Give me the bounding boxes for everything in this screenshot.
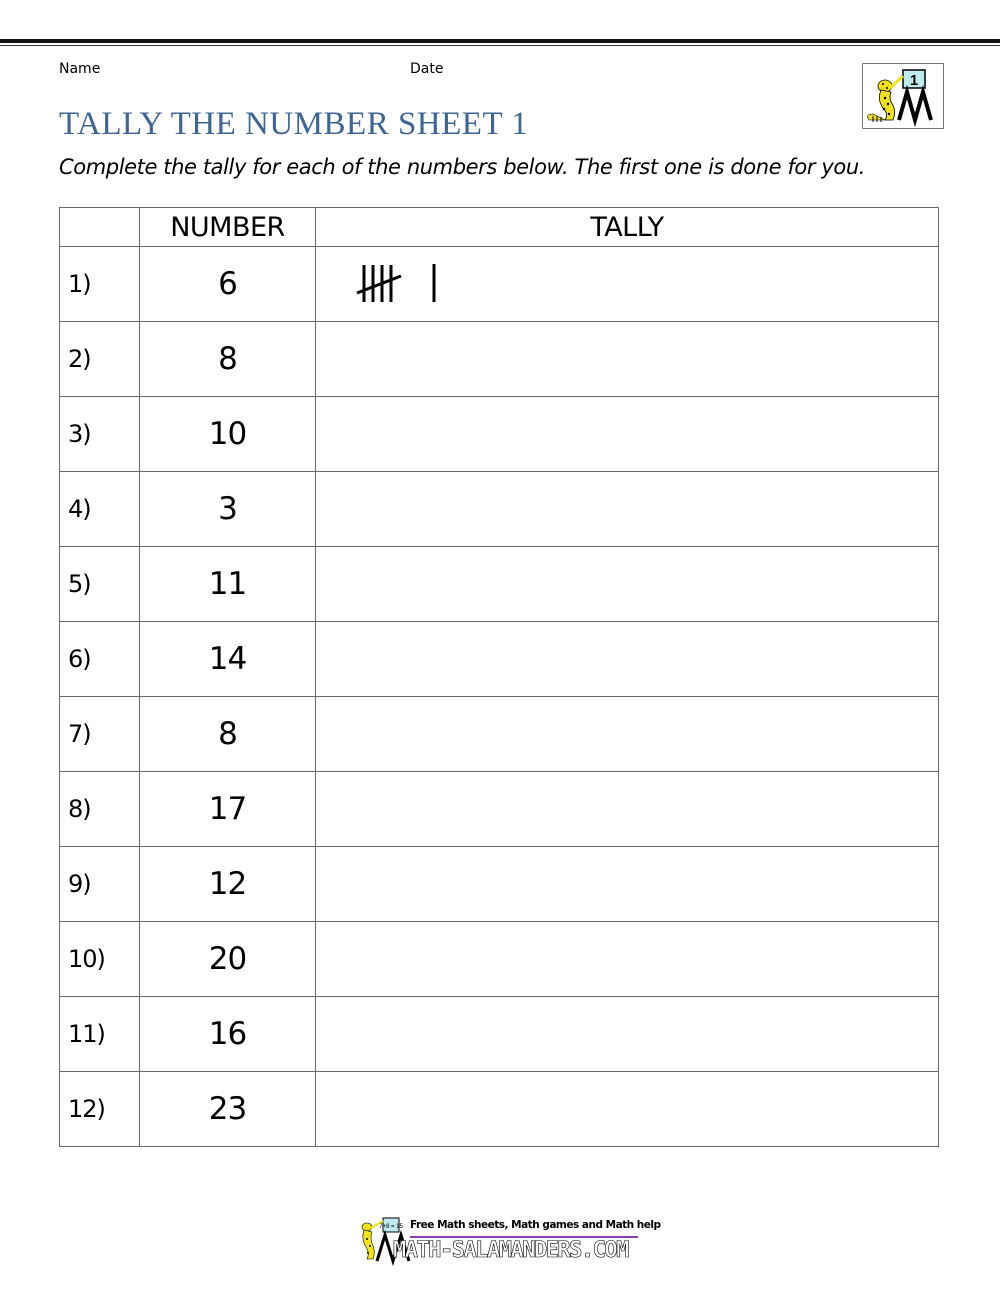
table-row — [60, 622, 939, 697]
footer-site-link[interactable]: MATH-SALAMANDERS.COM — [393, 1238, 628, 1263]
top-rule — [0, 39, 1000, 43]
tally-cell[interactable] — [316, 322, 939, 397]
table-row — [60, 547, 939, 622]
table-row — [60, 697, 939, 772]
row-index: 7) — [60, 697, 140, 772]
row-number: 12 — [140, 847, 316, 922]
table-row — [60, 1072, 939, 1147]
row-index: 1) — [60, 247, 140, 322]
page-title: TALLY THE NUMBER SHEET 1 — [59, 106, 529, 142]
row-number: 8 — [140, 322, 316, 397]
tally-cell[interactable] — [316, 1072, 939, 1147]
row-number: 3 — [140, 472, 316, 547]
column-header-index — [60, 208, 140, 247]
row-number: 6 — [140, 247, 316, 322]
table-row — [60, 922, 939, 997]
tally-cell[interactable] — [316, 847, 939, 922]
row-number: 10 — [140, 397, 316, 472]
svg-text:7+8 = 15: 7+8 = 15 — [379, 1224, 403, 1230]
salamander-logo — [862, 63, 944, 129]
row-number: 20 — [140, 922, 316, 997]
tally-cell[interactable] — [316, 547, 939, 622]
row-index: 2) — [60, 322, 140, 397]
tally-cell[interactable] — [316, 247, 939, 322]
row-index: 4) — [60, 472, 140, 547]
row-number: 16 — [140, 997, 316, 1072]
footer-tagline: Free Math sheets, Math games and Math help — [410, 1219, 661, 1231]
table-row — [60, 247, 939, 322]
table-row — [60, 397, 939, 472]
row-number: 17 — [140, 772, 316, 847]
date-label: Date — [410, 61, 444, 77]
row-index: 12) — [60, 1072, 140, 1147]
tally-cell[interactable] — [316, 772, 939, 847]
salamander-easel-icon — [863, 64, 943, 128]
tally-cell[interactable] — [316, 472, 939, 547]
table-row — [60, 772, 939, 847]
instructions: Complete the tally for each of the numbers below. The first one is done for you. — [59, 155, 866, 179]
row-index: 3) — [60, 397, 140, 472]
column-header-tally: TALLY — [316, 208, 939, 247]
row-index: 5) — [60, 547, 140, 622]
row-index: 9) — [60, 847, 140, 922]
table-row — [60, 322, 939, 397]
row-number: 11 — [140, 547, 316, 622]
row-index: 6) — [60, 622, 140, 697]
table-row — [60, 472, 939, 547]
column-header-number: NUMBER — [140, 208, 316, 247]
row-index: 8) — [60, 772, 140, 847]
tally-cell[interactable] — [316, 622, 939, 697]
name-label: Name — [59, 61, 101, 77]
row-index: 10) — [60, 922, 140, 997]
footer-logo[interactable] — [355, 1215, 661, 1267]
tally-cell[interactable] — [316, 922, 939, 997]
svg-text:1: 1 — [909, 72, 919, 89]
table-row — [60, 997, 939, 1072]
tally-cell[interactable] — [316, 397, 939, 472]
row-number: 23 — [140, 1072, 316, 1147]
row-number: 8 — [140, 697, 316, 772]
table-header-row — [60, 208, 939, 247]
tally-marks-icon — [356, 260, 456, 308]
row-number: 14 — [140, 622, 316, 697]
row-index: 11) — [60, 997, 140, 1072]
table-row — [60, 847, 939, 922]
top-rule-thin — [0, 45, 1000, 46]
tally-cell[interactable] — [316, 997, 939, 1072]
tally-table — [59, 207, 939, 1147]
tally-cell[interactable] — [316, 697, 939, 772]
